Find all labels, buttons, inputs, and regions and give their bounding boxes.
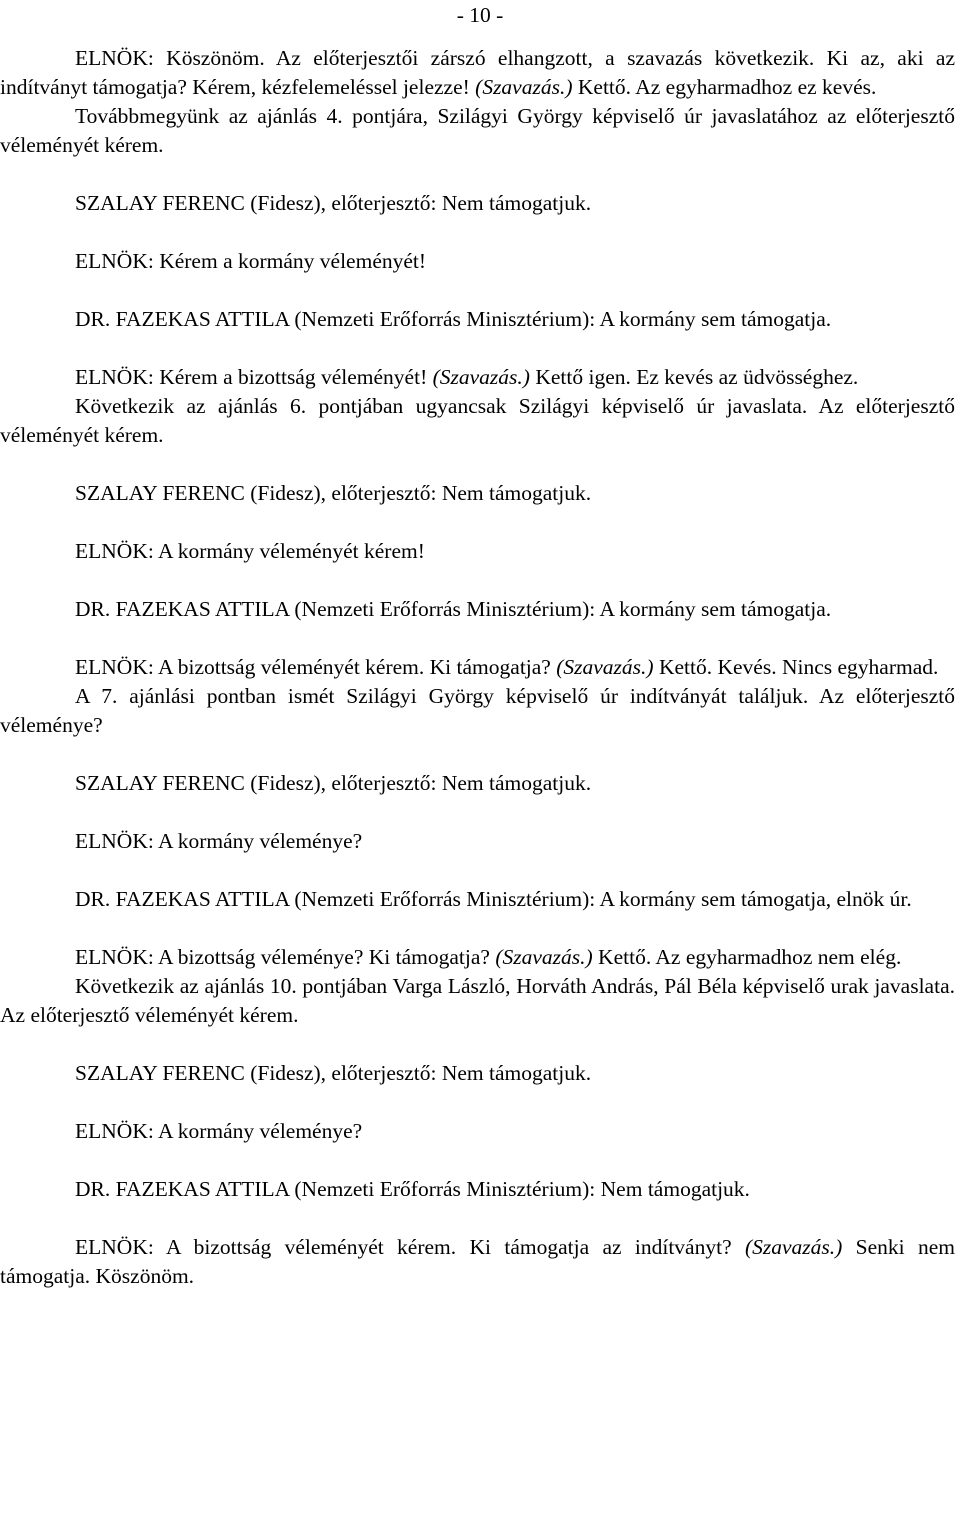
paragraph-text: ELNÖK: Kérem a bizottság véleményét! [75,365,433,389]
paragraph-text: ELNÖK: Köszönöm. Az előterjesztői zárszó elhangzott, a szavazás következik. Ki az, aki az indítványt támogatja? Kérem, kézfelemeléssel jelezze! [0,46,955,99]
paragraph [0,247,955,276]
paragraph-text: Kettő igen. Ez kevés az üdvösséghez. [529,365,859,389]
italic-note: (Szavazás.) [495,945,593,969]
paragraph [0,44,955,102]
paragraph-text: Következik az ajánlás 10. pontjában Varga László, Horváth András, Pál Béla képviselő urak javaslata. Az előterjesztő véleményét kérem. [0,974,955,1027]
paragraph [0,1175,955,1204]
paragraph-text: Következik az ajánlás 6. pontjában ugyancsak Szilágyi képviselő úr javaslata. Az előterjesztő véleményét kérem. [0,394,955,447]
paragraph-text: ELNÖK: A bizottság véleményét kérem. Ki támogatja? [75,655,557,679]
paragraph [0,827,955,856]
paragraph [0,1117,955,1146]
paragraph [0,363,955,392]
paragraph-text: ELNÖK: A kormány véleményét kérem! [75,539,425,563]
italic-note: (Szavazás.) [432,365,530,389]
italic-note: (Szavazás.) [744,1235,843,1259]
paragraph-text: Kettő. Az egyharmadhoz ez kevés. [572,75,877,99]
paragraph [0,479,955,508]
paragraph [0,595,955,624]
paragraph-text: Senki nem támogatja. Köszönöm. [0,1235,955,1288]
paragraph-text: ELNÖK: Kérem a kormány véleményét! [75,249,427,273]
paragraph [0,682,955,740]
italic-note: (Szavazás.) [556,655,654,679]
paragraph [0,102,955,160]
paragraph-text: ELNÖK: A kormány véleménye? [75,829,363,853]
paragraph-text: Kettő. Az egyharmadhoz nem elég. [592,945,902,969]
paragraph-text: ELNÖK: A bizottság véleményét kérem. Ki támogatja az indítványt? [75,1235,745,1259]
paragraph-text: SZALAY FERENC (Fidesz), előterjesztő: Nem támogatjuk. [75,771,592,795]
paragraph [0,943,955,972]
paragraph [0,972,955,1030]
paragraph [0,1233,955,1291]
paragraph [0,392,955,450]
paragraph [0,885,955,914]
paragraph-text: DR. FAZEKAS ATTILA (Nemzeti Erőforrás Minisztérium): Nem támogatjuk. [75,1177,750,1201]
paragraph-text: SZALAY FERENC (Fidesz), előterjesztő: Nem támogatjuk. [75,1061,592,1085]
paragraph [0,305,955,334]
paragraph-text: Kettő. Kevés. Nincs egyharmad. [653,655,939,679]
paragraph-text: SZALAY FERENC (Fidesz), előterjesztő: Nem támogatjuk. [75,481,592,505]
paragraph-text: ELNÖK: A bizottság véleménye? Ki támogatja? [75,945,496,969]
paragraph-text: ELNÖK: A kormány véleménye? [75,1119,363,1143]
paragraph-text: SZALAY FERENC (Fidesz), előterjesztő: Nem támogatjuk. [75,191,592,215]
paragraph-text: DR. FAZEKAS ATTILA (Nemzeti Erőforrás Minisztérium): A kormány sem támogatja, elnök úr. [75,887,912,911]
paragraph [0,769,955,798]
paragraph-text: Továbbmegyünk az ajánlás 4. pontjára, Szilágyi György képviselő úr javaslatához az előterjesztő véleményét kérem. [0,104,955,157]
italic-note: (Szavazás.) [475,75,573,99]
page-number: - 10 - [456,3,504,27]
paragraph [0,1059,955,1088]
document-body [0,44,955,1291]
paragraph-text: DR. FAZEKAS ATTILA (Nemzeti Erőforrás Minisztérium): A kormány sem támogatja. [75,307,832,331]
paragraph-text: A 7. ajánlási pontban ismét Szilágyi György képviselő úr indítványát találjuk. Az előterjesztő véleménye? [0,684,955,737]
paragraph [0,653,955,682]
paragraph [0,537,955,566]
paragraph-text: DR. FAZEKAS ATTILA (Nemzeti Erőforrás Minisztérium): A kormány sem támogatja. [75,597,832,621]
paragraph [0,189,955,218]
